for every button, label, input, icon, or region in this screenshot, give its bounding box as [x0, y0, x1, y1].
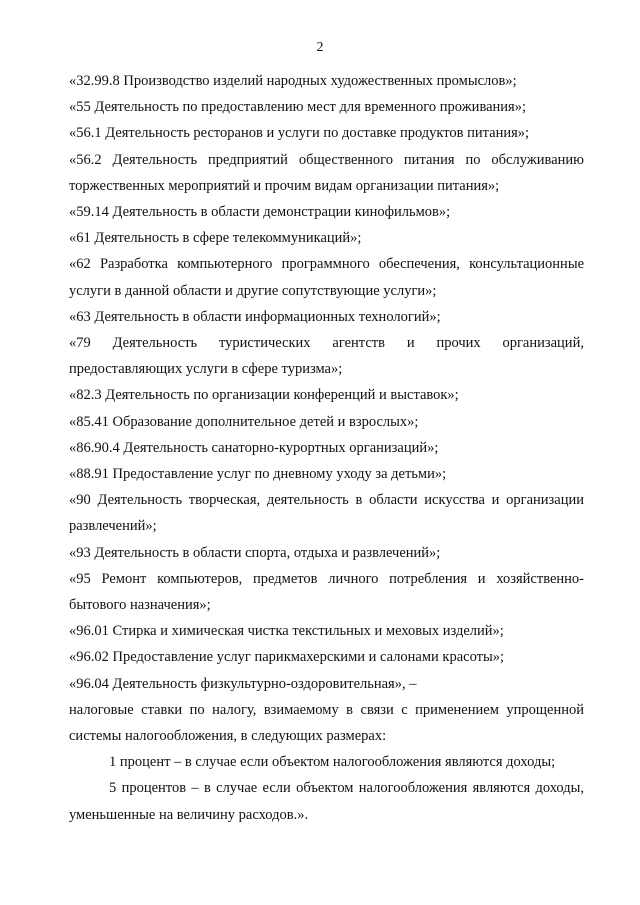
- word: агентств: [332, 335, 385, 352]
- word: и: [406, 335, 415, 352]
- activity-item-96-02: «96.02 Предоставление услуг парикмахерскими и салонами красоты»;: [69, 649, 505, 666]
- tax-rates-intro: налоговые ставки по налогу, взимаемому в связи с применением упрощенной системы налогообложения, в следующих размерах:: [69, 701, 584, 745]
- activity-item-96-01: «96.01 Стирка и химическая чистка текстильных и меховых изделий»;: [69, 623, 504, 640]
- activity-item-59-14: «59.14 Деятельность в области демонстрации кинофильмов»;: [69, 204, 451, 221]
- activity-item-88-91: «88.91 Предоставление услуг по дневному уходу за детьми»;: [69, 466, 447, 483]
- activity-item-32-99-8: «32.99.8 Производство изделий народных художественных промыслов»;: [69, 73, 517, 89]
- page-number: 2: [316, 40, 324, 55]
- activity-item-93: «93 Деятельность в области спорта, отдыха и развлечений»;: [69, 544, 441, 561]
- tax-rate-5-percent: 5 процентов – в случае если объектом налогообложения являются доходы, уменьшенные на величину расходов.».: [69, 780, 584, 823]
- activity-item-95: «95 Ремонт компьютеров, предметов личного потребления и хозяйственно-бытового назначения»;: [69, 570, 584, 614]
- activity-item-62: «62 Разработка компьютерного программного обеспечения, консультационные услуги в данной области и другие сопутствующие услуги»;: [69, 256, 584, 299]
- activity-item-79-line2: предоставляющих услуги в сфере туризма»;: [69, 361, 343, 378]
- tax-rate-1-percent: 1 процент – в случае если объектом налогообложения являются доходы;: [109, 754, 556, 771]
- word: Деятельность: [112, 335, 198, 352]
- activity-item-55: «55 Деятельность по предоставлению мест для временного проживания»;: [69, 99, 527, 116]
- activity-item-63: «63 Деятельность в области информационных технологий»;: [69, 308, 441, 325]
- document-body: [69, 68, 584, 828]
- word: прочих: [436, 335, 481, 352]
- activity-item-61: «61 Деятельность в сфере телекоммуникаций»;: [69, 230, 362, 247]
- word: туристических: [219, 335, 311, 352]
- word: «79: [69, 335, 91, 352]
- activity-item-90: «90 Деятельность творческая, деятельность в области искусства и организации развлечений»;: [69, 492, 584, 535]
- activity-item-79: [69, 330, 584, 382]
- activity-item-82-3: «82.3 Деятельность по организации конференций и выставок»;: [69, 387, 459, 404]
- activity-item-56-1: «56.1 Деятельность ресторанов и услуги по доставке продуктов питания»;: [69, 125, 530, 142]
- activity-item-56-2: «56.2 Деятельность предприятий общественного питания по обслуживанию торжественных мероприятий и прочим видам организации питания»;: [69, 151, 584, 194]
- activity-item-85-41: «85.41 Образование дополнительное детей и взрослых»;: [69, 413, 419, 430]
- activity-item-96-04: «96.04 Деятельность физкультурно-оздоровительная», –: [69, 675, 417, 692]
- activity-item-79-line1: [69, 330, 584, 356]
- activity-item-86-90-4: «86.90.4 Деятельность санаторно-курортных организаций»;: [69, 439, 439, 456]
- word: организаций,: [502, 335, 584, 352]
